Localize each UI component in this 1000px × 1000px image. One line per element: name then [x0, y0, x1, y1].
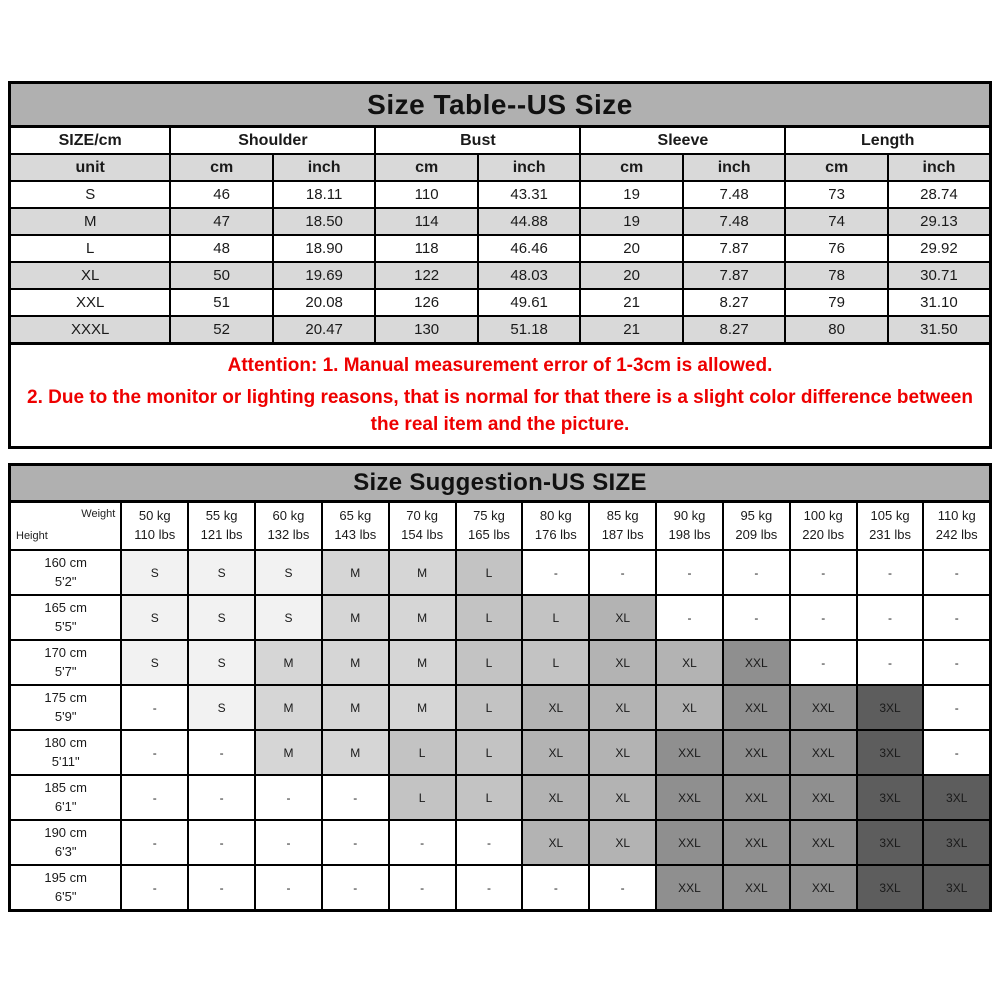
weight-lbs-label: 176 lbs	[534, 527, 577, 542]
size-suggestion-size-cell: S	[255, 595, 322, 640]
size-suggestion-size-cell: XL	[589, 685, 656, 730]
size-table-cell: 31.10	[888, 289, 991, 316]
size-table-cell: 18.11	[273, 181, 376, 208]
size-suggestion-size-cell: S	[121, 640, 188, 685]
corner-height-label: Height	[16, 530, 48, 543]
size-suggestion-size-cell: M	[322, 730, 389, 775]
weight-header-cell	[255, 502, 322, 551]
size-suggestion-size-cell: XL	[589, 640, 656, 685]
size-suggestion-size-cell: S	[121, 595, 188, 640]
size-suggestion-size-cell: L	[456, 550, 523, 595]
size-suggestion-size-cell: M	[255, 730, 322, 775]
size-suggestion-size-cell: 3XL	[857, 865, 924, 911]
size-suggestion-size-cell: XXL	[656, 820, 723, 865]
size-suggestion-size-cell: S	[255, 550, 322, 595]
height-cm-label: 170 cm	[44, 644, 87, 660]
height-cm-label: 190 cm	[44, 824, 87, 840]
size-table-cell: 126	[375, 289, 478, 316]
height-label-cell	[10, 820, 122, 865]
weight-header-cell	[790, 502, 857, 551]
size-suggestion-empty-cell: -	[188, 730, 255, 775]
size-suggestion-size-cell: S	[188, 595, 255, 640]
size-table-cell: 118	[375, 235, 478, 262]
size-table-cell: 79	[785, 289, 888, 316]
size-suggestion-empty-cell: -	[589, 550, 656, 595]
size-table-cell: 48	[170, 235, 273, 262]
size-suggestion-size-cell: XXL	[790, 730, 857, 775]
weight-kg-label: 75 kg	[473, 508, 505, 524]
size-table-cell: 114	[375, 208, 478, 235]
size-suggestion-size-cell: M	[389, 685, 456, 730]
size-table-cell: 130	[375, 316, 478, 344]
size-suggestion-empty-cell: -	[723, 550, 790, 595]
size-table-cell: 122	[375, 262, 478, 289]
size-suggestion-empty-cell: -	[121, 730, 188, 775]
size-suggestion-empty-cell: -	[322, 865, 389, 911]
weight-header-cell	[589, 502, 656, 551]
weight-kg-label: 70 kg	[406, 508, 439, 524]
weight-lbs-label: 198 lbs	[668, 527, 711, 542]
size-suggestion-size-cell: M	[255, 685, 322, 730]
size-table-cell: 51.18	[478, 316, 581, 344]
size-table-unit-header: cm	[580, 154, 683, 181]
size-table-cell: 43.31	[478, 181, 581, 208]
size-suggestion-size-cell: L	[522, 640, 589, 685]
size-suggestion-size-cell: M	[389, 640, 456, 685]
size-table-cell: 76	[785, 235, 888, 262]
size-suggestion-row-185cm	[10, 775, 991, 820]
weight-header-cell	[188, 502, 255, 551]
size-table-group-header: SIZE/cm	[10, 127, 171, 155]
size-suggestion-empty-cell: -	[255, 820, 322, 865]
size-table-cell: 28.74	[888, 181, 991, 208]
size-table-cell: XL	[10, 262, 171, 289]
corner-weight-label: Weight	[81, 508, 116, 520]
size-table-row-M	[10, 208, 991, 235]
size-suggestion-header	[10, 502, 991, 551]
size-suggestion-size-cell: 3XL	[857, 775, 924, 820]
size-suggestion-empty-cell: -	[255, 865, 322, 911]
size-suggestion-size-cell: XL	[522, 775, 589, 820]
attention-line-1: Attention: 1. Manual measurement error of 1-3cm is allowed.	[227, 355, 773, 377]
size-suggestion-size-cell: XL	[589, 820, 656, 865]
size-suggestion-empty-cell: -	[121, 775, 188, 820]
size-table-cell: 73	[785, 181, 888, 208]
size-suggestion-size-cell: XL	[656, 640, 723, 685]
size-suggestion-empty-cell: -	[790, 550, 857, 595]
size-suggestion-empty-cell: -	[923, 595, 990, 640]
height-cm-label: 180 cm	[44, 734, 87, 750]
size-table-group-header: Shoulder	[170, 127, 375, 155]
size-suggestion-size-cell: 3XL	[923, 820, 990, 865]
size-suggestion-size-cell: XXL	[656, 865, 723, 911]
weight-lbs-label: 154 lbs	[401, 527, 444, 542]
size-table-cell: 44.88	[478, 208, 581, 235]
size-table-cell: M	[10, 208, 171, 235]
size-suggestion-empty-cell: -	[790, 640, 857, 685]
size-suggestion-empty-cell: -	[656, 550, 723, 595]
size-suggestion-size-cell: XL	[589, 775, 656, 820]
height-label-cell	[10, 865, 122, 911]
size-table-cell: 21	[580, 316, 683, 344]
size-table-cell: 7.48	[683, 208, 786, 235]
height-ft-label: 5'9"	[54, 708, 77, 724]
size-suggestion-size-cell: L	[456, 595, 523, 640]
size-table-cell: 51	[170, 289, 273, 316]
size-suggestion-size-cell: XXL	[723, 730, 790, 775]
weight-kg-label: 80 kg	[539, 508, 572, 524]
weight-lbs-label: 121 lbs	[200, 527, 243, 542]
weight-header-cell	[456, 502, 523, 551]
size-suggestion-size-cell: L	[456, 730, 523, 775]
weight-kg-label: 55 kg	[205, 508, 238, 524]
size-table-unit-header: cm	[375, 154, 478, 181]
size-suggestion-empty-cell: -	[923, 730, 990, 775]
size-table-group-header: Bust	[375, 127, 580, 155]
size-suggestion-size-cell: L	[389, 775, 456, 820]
size-suggestion-size-cell: XXL	[790, 685, 857, 730]
size-table-cell: 8.27	[683, 316, 786, 344]
size-table-row-L	[10, 235, 991, 262]
size-table-cell: 19.69	[273, 262, 376, 289]
size-suggestion-empty-cell: -	[188, 865, 255, 911]
size-table-cell: 49.61	[478, 289, 581, 316]
size-suggestion-empty-cell: -	[923, 685, 990, 730]
size-table-unit-header: unit	[10, 154, 171, 181]
size-suggestion-section	[8, 463, 992, 912]
size-table-unit-header: inch	[273, 154, 376, 181]
height-label-cell	[10, 775, 122, 820]
size-suggestion-size-cell: M	[389, 550, 456, 595]
size-table-row-XXL	[10, 289, 991, 316]
size-suggestion-row-180cm	[10, 730, 991, 775]
size-suggestion-size-cell: XL	[522, 820, 589, 865]
size-table-cell: 7.87	[683, 235, 786, 262]
weight-lbs-label: 242 lbs	[935, 527, 978, 542]
size-table-body	[10, 181, 991, 344]
size-table-cell: 20	[580, 235, 683, 262]
size-table-cell: 19	[580, 181, 683, 208]
size-suggestion-size-cell: M	[322, 685, 389, 730]
size-suggestion-empty-cell: -	[522, 550, 589, 595]
size-table-cell: 8.27	[683, 289, 786, 316]
size-suggestion-size-cell: XXL	[656, 730, 723, 775]
size-suggestion-size-cell: S	[188, 685, 255, 730]
size-suggestion-size-cell: 3XL	[857, 685, 924, 730]
size-suggestion-size-cell: XXL	[723, 640, 790, 685]
size-table-unit-header: cm	[170, 154, 273, 181]
size-suggestion-size-cell: XXL	[723, 775, 790, 820]
weight-height-corner-cell	[10, 502, 122, 551]
height-cm-label: 160 cm	[44, 554, 87, 570]
size-suggestion-size-cell: 3XL	[923, 865, 990, 911]
size-suggestion-empty-cell: -	[723, 595, 790, 640]
size-table-cell: 48.03	[478, 262, 581, 289]
size-suggestion-empty-cell: -	[121, 820, 188, 865]
size-table-row-S	[10, 181, 991, 208]
size-suggestion-row-170cm	[10, 640, 991, 685]
size-table-cell: 78	[785, 262, 888, 289]
size-suggestion-empty-cell: -	[857, 550, 924, 595]
weight-lbs-label: 231 lbs	[869, 527, 911, 542]
size-table-cell: 19	[580, 208, 683, 235]
size-table-cell: 110	[375, 181, 478, 208]
size-table-row-XL	[10, 262, 991, 289]
weight-header-cell	[522, 502, 589, 551]
height-cm-label: 195 cm	[44, 869, 87, 885]
weight-kg-label: 110 kg	[937, 508, 976, 524]
size-suggestion-empty-cell: -	[790, 595, 857, 640]
size-suggestion-empty-cell: -	[389, 820, 456, 865]
size-suggestion-size-cell: XXL	[723, 820, 790, 865]
size-suggestion-size-cell: XL	[522, 685, 589, 730]
weight-header-cell	[923, 502, 990, 551]
size-suggestion-empty-cell: -	[255, 775, 322, 820]
size-suggestion-row-160cm	[10, 550, 991, 595]
weight-lbs-label: 132 lbs	[267, 527, 310, 542]
weight-kg-label: 105 kg	[870, 508, 910, 524]
size-table-cell: 20	[580, 262, 683, 289]
size-table-section	[8, 81, 992, 449]
weight-lbs-label: 165 lbs	[468, 527, 510, 542]
size-suggestion-size-cell: 3XL	[857, 820, 924, 865]
size-suggestion-empty-cell: -	[857, 640, 924, 685]
size-table-cell: 29.92	[888, 235, 991, 262]
size-suggestion-size-cell: L	[522, 595, 589, 640]
size-table-cell: 31.50	[888, 316, 991, 344]
size-suggestion-empty-cell: -	[522, 865, 589, 911]
weight-lbs-label: 220 lbs	[802, 527, 845, 542]
height-cm-label: 175 cm	[44, 689, 87, 705]
size-table-cell: 30.71	[888, 262, 991, 289]
height-cm-label: 185 cm	[44, 779, 87, 795]
size-suggestion-size-cell: XXL	[723, 685, 790, 730]
size-suggestion-size-cell: L	[456, 775, 523, 820]
size-suggestion-empty-cell: -	[121, 865, 188, 911]
weight-header-cell	[723, 502, 790, 551]
weight-lbs-label: 110 lbs	[134, 527, 176, 542]
weight-kg-label: 65 kg	[339, 508, 372, 524]
size-suggestion-empty-cell: -	[923, 550, 990, 595]
size-suggestion-empty-cell: -	[456, 865, 523, 911]
weight-kg-label: 90 kg	[673, 508, 706, 524]
size-table-cell: XXXL	[10, 316, 171, 344]
weight-kg-label: 60 kg	[272, 508, 305, 524]
weight-header-cell	[656, 502, 723, 551]
size-suggestion-empty-cell: -	[121, 685, 188, 730]
size-table-cell: 52	[170, 316, 273, 344]
size-suggestion-empty-cell: -	[322, 820, 389, 865]
weight-lbs-label: 209 lbs	[735, 527, 778, 542]
size-suggestion-title: Size Suggestion-US SIZE	[8, 463, 992, 503]
size-suggestion-size-cell: 3XL	[923, 775, 990, 820]
size-suggestion-size-cell: S	[121, 550, 188, 595]
size-table-cell: 18.50	[273, 208, 376, 235]
size-suggestion-size-cell: M	[389, 595, 456, 640]
size-table-cell: L	[10, 235, 171, 262]
size-suggestion-size-cell: XL	[589, 730, 656, 775]
size-table-unit-header: inch	[478, 154, 581, 181]
size-table-cell: 46.46	[478, 235, 581, 262]
weight-header-cell	[857, 502, 924, 551]
height-ft-label: 6'1"	[54, 798, 77, 814]
size-table-title: Size Table--US Size	[8, 81, 992, 128]
size-suggestion-empty-cell: -	[188, 775, 255, 820]
size-table-cell: 74	[785, 208, 888, 235]
size-suggestion-size-cell: 3XL	[857, 730, 924, 775]
size-table-cell: 20.08	[273, 289, 376, 316]
size-suggestion-row-165cm	[10, 595, 991, 640]
size-suggestion-body	[10, 550, 991, 911]
size-table-cell: 50	[170, 262, 273, 289]
size-suggestion-size-cell: L	[389, 730, 456, 775]
weight-kg-label: 85 kg	[606, 508, 639, 524]
size-table-row-XXXL	[10, 316, 991, 344]
size-table-cell: 7.87	[683, 262, 786, 289]
size-table-group-header: Length	[785, 127, 990, 155]
size-suggestion-row-195cm	[10, 865, 991, 911]
size-table-cell: 80	[785, 316, 888, 344]
size-suggestion-size-cell: L	[456, 640, 523, 685]
height-ft-label: 5'2"	[54, 573, 77, 589]
size-suggestion-size-cell: M	[322, 640, 389, 685]
size-suggestion-size-cell: XL	[656, 685, 723, 730]
size-suggestion-empty-cell: -	[923, 640, 990, 685]
height-label-cell	[10, 685, 122, 730]
height-ft-label: 5'7"	[54, 663, 77, 679]
size-suggestion-size-cell: XXL	[790, 865, 857, 911]
size-table-cell: S	[10, 181, 171, 208]
weight-kg-label: 100 kg	[803, 508, 843, 524]
height-ft-label: 5'5"	[54, 618, 77, 634]
height-ft-label: 5'11"	[51, 753, 80, 769]
size-suggestion-row-190cm	[10, 820, 991, 865]
size-suggestion-size-cell: XXL	[656, 775, 723, 820]
size-suggestion-size-cell: XXL	[790, 775, 857, 820]
weight-header-cell	[121, 502, 188, 551]
size-suggestion-empty-cell: -	[589, 865, 656, 911]
height-label-cell	[10, 730, 122, 775]
size-suggestion-header-row	[10, 502, 991, 551]
height-ft-label: 6'3"	[54, 843, 77, 859]
size-suggestion-size-cell: L	[456, 685, 523, 730]
size-suggestion-empty-cell: -	[389, 865, 456, 911]
size-table-unit-header: cm	[785, 154, 888, 181]
size-chart-page	[8, 0, 992, 912]
size-table-unit-header: inch	[683, 154, 786, 181]
size-suggestion-size-cell: XXL	[790, 820, 857, 865]
size-table-cell: 29.13	[888, 208, 991, 235]
size-table	[8, 125, 992, 345]
height-ft-label: 6'5"	[54, 888, 77, 904]
weight-header-cell	[322, 502, 389, 551]
size-table-cell: XXL	[10, 289, 171, 316]
size-suggestion-size-cell: XXL	[723, 865, 790, 911]
size-suggestion-empty-cell: -	[656, 595, 723, 640]
attention-line-2: 2. Due to the monitor or lighting reasons, that is normal for that there is a slight color difference between the real item and the picture.	[27, 386, 973, 436]
height-label-cell	[10, 550, 122, 595]
size-suggestion-table	[8, 500, 992, 912]
weight-lbs-label: 143 lbs	[334, 527, 377, 542]
size-suggestion-size-cell: S	[188, 640, 255, 685]
size-table-cell: 21	[580, 289, 683, 316]
size-suggestion-empty-cell: -	[322, 775, 389, 820]
size-suggestion-empty-cell: -	[188, 820, 255, 865]
size-table-cell: 20.47	[273, 316, 376, 344]
size-table-unit-row	[10, 154, 991, 181]
weight-header-cell	[389, 502, 456, 551]
attention-note	[8, 345, 992, 449]
size-suggestion-size-cell: M	[322, 550, 389, 595]
size-table-group-header: Sleeve	[580, 127, 785, 155]
height-cm-label: 165 cm	[44, 599, 87, 615]
height-label-cell	[10, 595, 122, 640]
size-suggestion-empty-cell: -	[857, 595, 924, 640]
size-table-cell: 18.90	[273, 235, 376, 262]
size-suggestion-size-cell: M	[322, 595, 389, 640]
size-table-header	[10, 127, 991, 182]
size-suggestion-size-cell: S	[188, 550, 255, 595]
weight-kg-label: 50 kg	[138, 508, 171, 524]
size-table-cell: 46	[170, 181, 273, 208]
size-suggestion-size-cell: M	[255, 640, 322, 685]
size-table-cell: 7.48	[683, 181, 786, 208]
size-suggestion-size-cell: XL	[522, 730, 589, 775]
size-table-cell: 47	[170, 208, 273, 235]
height-label-cell	[10, 640, 122, 685]
size-suggestion-row-175cm	[10, 685, 991, 730]
size-table-group-row	[10, 127, 991, 155]
size-table-unit-header: inch	[888, 154, 991, 181]
weight-kg-label: 95 kg	[740, 508, 773, 524]
size-suggestion-empty-cell: -	[456, 820, 523, 865]
weight-lbs-label: 187 lbs	[601, 527, 644, 542]
size-suggestion-size-cell: XL	[589, 595, 656, 640]
